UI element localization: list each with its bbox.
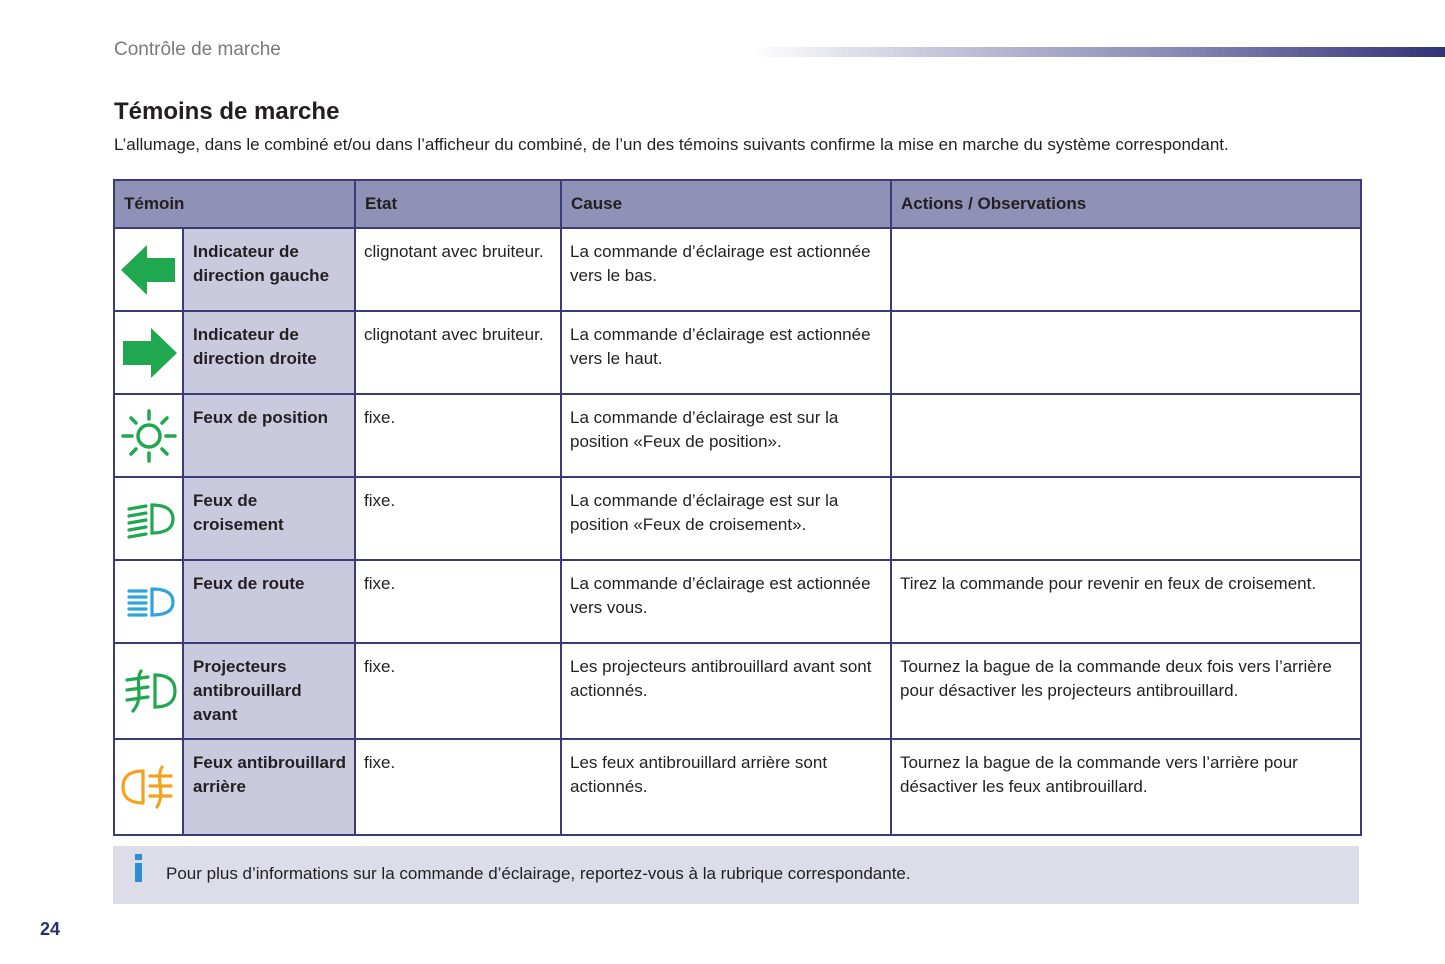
warning-lamps-table xyxy=(113,179,1362,836)
lamp-name: Indicateur de direction gauche xyxy=(183,228,355,311)
lamp-action xyxy=(891,228,1361,311)
lamp-name: Feux de position xyxy=(183,394,355,477)
lamp-state: fixe. xyxy=(355,477,561,560)
table-row xyxy=(114,311,1361,394)
lamp-cause: La commande d’éclairage est actionnée vers le bas. xyxy=(561,228,891,311)
lamp-action xyxy=(891,394,1361,477)
icon-cell xyxy=(114,311,183,394)
right-turn-signal-icon xyxy=(119,325,179,381)
lamp-state: fixe. xyxy=(355,560,561,643)
main-beam-icon xyxy=(119,574,179,630)
icon-cell xyxy=(114,477,183,560)
header-gradient-bar xyxy=(752,47,1445,57)
lamp-action xyxy=(891,477,1361,560)
table-row xyxy=(114,643,1361,739)
intro-paragraph: L’allumage, dans le combiné et/ou dans l’afficheur du combiné, de l’un des témoins suivants confirme la mise en marche du système correspondant. xyxy=(114,135,1229,154)
icon-cell xyxy=(114,560,183,643)
lamp-cause: La commande d’éclairage est actionnée vers le haut. xyxy=(561,311,891,394)
lamp-action: Tirez la commande pour revenir en feux de croisement. xyxy=(891,560,1361,643)
page-number: 24 xyxy=(40,919,61,939)
lamp-name: Feux de route xyxy=(183,560,355,643)
info-icon xyxy=(133,854,145,884)
table-row xyxy=(114,228,1361,311)
running-header: Contrôle de marche xyxy=(114,39,281,60)
icon-cell xyxy=(114,228,183,311)
lamp-cause: La commande d’éclairage est sur la position «Feux de position». xyxy=(561,394,891,477)
lamp-name: Projecteurs antibrouillard avant xyxy=(183,643,355,739)
lamp-name: Indicateur de direction droite xyxy=(183,311,355,394)
lamp-name: Feux antibrouillard arrière xyxy=(183,739,355,835)
lamp-state: fixe. xyxy=(355,643,561,739)
table-row xyxy=(114,560,1361,643)
table-header-row xyxy=(114,180,1361,228)
lamp-cause: La commande d’éclairage est sur la position «Feux de croisement». xyxy=(561,477,891,560)
lamp-action: Tournez la bague de la commande vers l’arrière pour désactiver les feux antibrouillard. xyxy=(891,739,1361,835)
header-temoin: Témoin xyxy=(114,180,355,228)
icon-cell xyxy=(114,739,183,835)
lamp-cause: Les projecteurs antibrouillard avant sont actionnés. xyxy=(561,643,891,739)
header-actions: Actions / Observations xyxy=(891,180,1361,228)
lamp-state: clignotant avec bruiteur. xyxy=(355,228,561,311)
table-row xyxy=(114,394,1361,477)
lamp-cause: Les feux antibrouillard arrière sont actionnés. xyxy=(561,739,891,835)
dipped-beam-icon xyxy=(119,491,179,547)
table-row xyxy=(114,739,1361,835)
icon-cell xyxy=(114,394,183,477)
header-cause: Cause xyxy=(561,180,891,228)
info-box xyxy=(113,846,1359,904)
lamp-action xyxy=(891,311,1361,394)
left-turn-signal-icon xyxy=(119,242,179,298)
position-lights-icon xyxy=(119,408,179,464)
lamp-state: fixe. xyxy=(355,394,561,477)
lamp-cause: La commande d’éclairage est actionnée vers vous. xyxy=(561,560,891,643)
table-row xyxy=(114,477,1361,560)
header-etat: Etat xyxy=(355,180,561,228)
lamp-name: Feux de croisement xyxy=(183,477,355,560)
lamp-state: fixe. xyxy=(355,739,561,835)
front-fog-lamps-icon xyxy=(119,663,179,719)
info-text: Pour plus d’informations sur la commande d’éclairage, reportez-vous à la rubrique correspondante. xyxy=(166,864,911,883)
lamp-action: Tournez la bague de la commande deux fois vers l’arrière pour désactiver les projecteurs antibrouillard. xyxy=(891,643,1361,739)
icon-cell xyxy=(114,643,183,739)
page-title: Témoins de marche xyxy=(114,98,340,125)
lamp-state: clignotant avec bruiteur. xyxy=(355,311,561,394)
rear-fog-lamps-icon xyxy=(119,759,179,815)
